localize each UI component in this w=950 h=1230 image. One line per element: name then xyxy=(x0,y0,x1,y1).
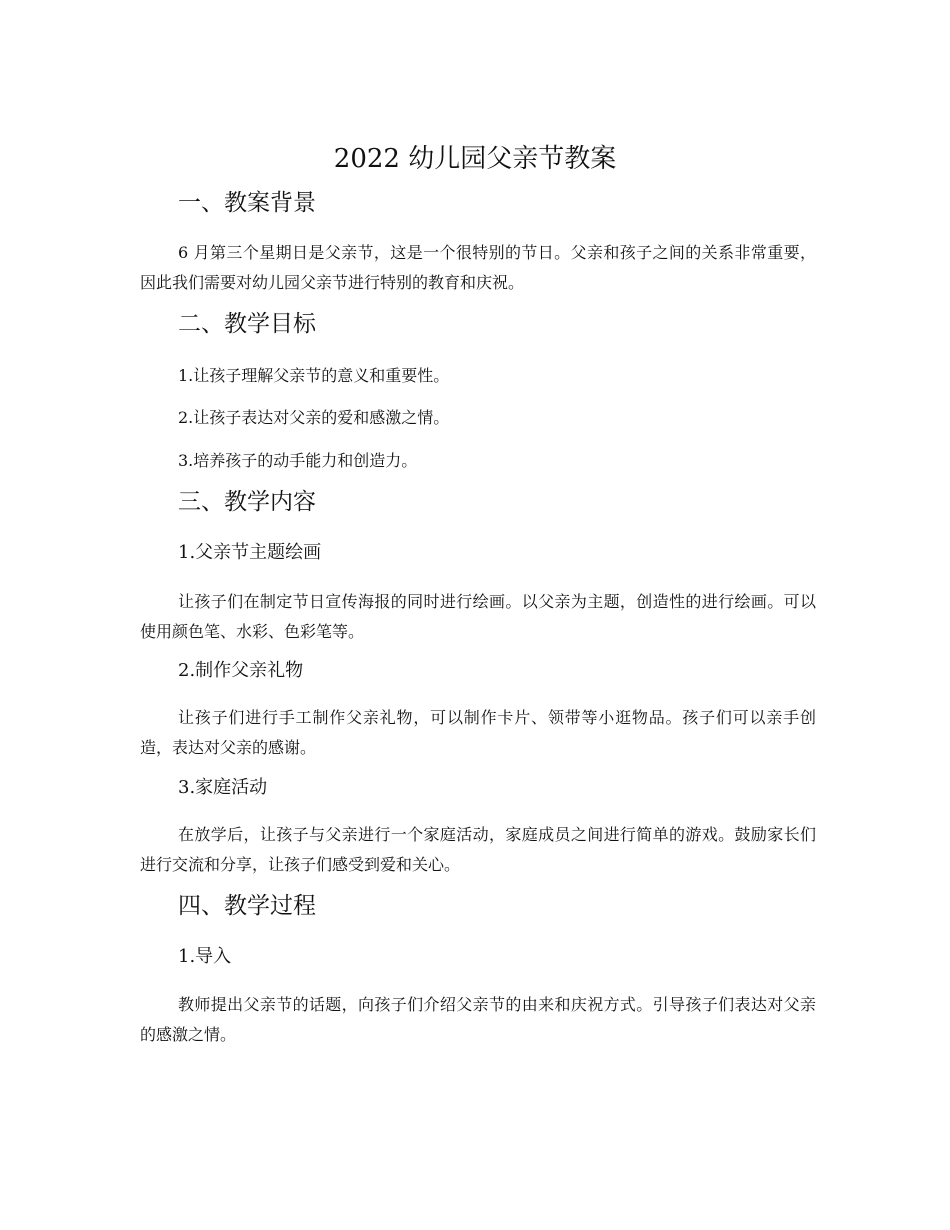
section-heading-content: 三、教学内容 xyxy=(178,489,316,515)
subsection-paragraph-intro: 教师提出父亲节的话题，向孩子们介绍父亲节的由来和庆祝方式。引导孩子们表达对父亲的感激之情。 xyxy=(140,995,816,1044)
subsection-paragraph-drawing: 让孩子们在制定节日宣传海报的同时进行绘画。以父亲为主题，创造性的进行绘画。可以使用颜色笔、水彩、色彩笔等。 xyxy=(140,592,816,641)
subsection-heading-intro: 1.导入 xyxy=(178,946,232,967)
document-title: 2022 幼儿园父亲节教案 xyxy=(333,144,617,174)
subsection-heading-gift: 2.制作父亲礼物 xyxy=(178,660,304,681)
subsection-heading-drawing: 1.父亲节主题绘画 xyxy=(178,542,322,563)
section-heading-background: 一、教案背景 xyxy=(178,190,316,216)
goal-item-3: 3.培养孩子的动手能力和创造力。 xyxy=(178,451,418,470)
section-heading-goals: 二、教学目标 xyxy=(178,311,316,337)
subsection-heading-family: 3.家庭活动 xyxy=(178,777,268,798)
section-paragraph-background: 6 月第三个星期日是父亲节，这是一个很特别的节日。父亲和孩子之间的关系非常重要，因此我们需要对幼儿园父亲节进行特别的教育和庆祝。 xyxy=(140,243,816,292)
subsection-paragraph-gift: 让孩子们进行手工制作父亲礼物，可以制作卡片、领带等小逛物品。孩子们可以亲手创造，表达对父亲的感谢。 xyxy=(140,708,816,757)
section-heading-process: 四、教学过程 xyxy=(178,893,316,919)
goal-item-2: 2.让孩子表达对父亲的爱和感激之情。 xyxy=(178,408,450,427)
goal-item-1: 1.让孩子理解父亲节的意义和重要性。 xyxy=(178,366,450,385)
subsection-paragraph-family: 在放学后，让孩子与父亲进行一个家庭活动，家庭成员之间进行简单的游戏。鼓励家长们进行交流和分享，让孩子们感受到爱和关心。 xyxy=(140,825,816,874)
